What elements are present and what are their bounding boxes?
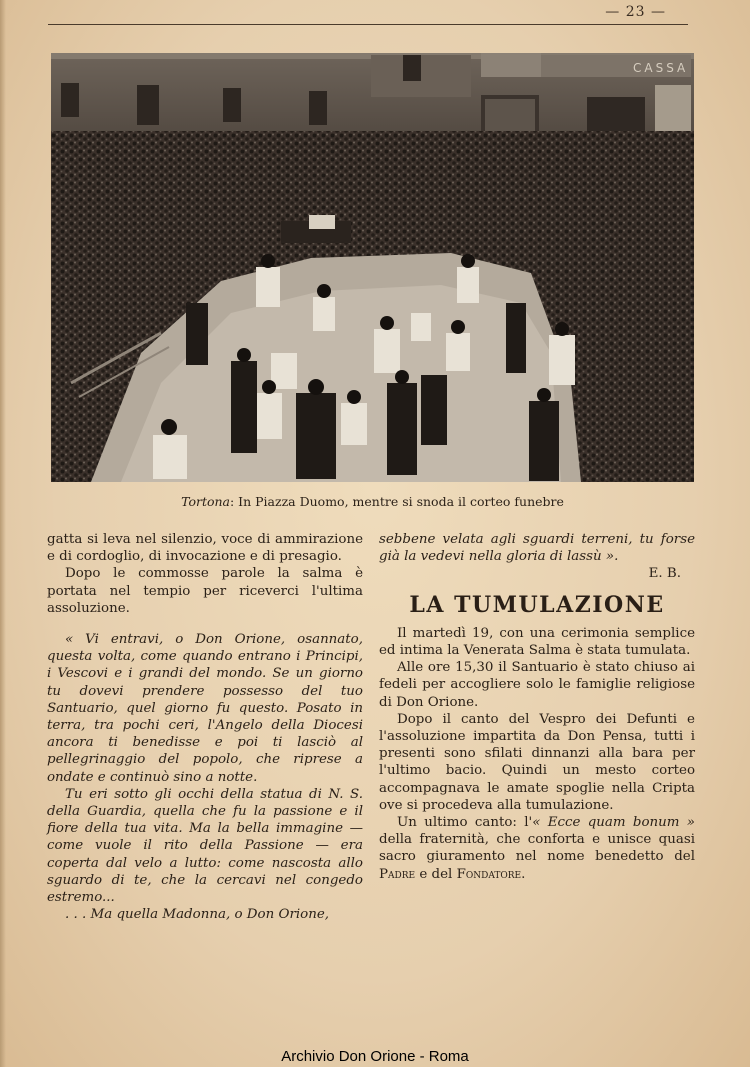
p5-part-b: della fraternità, che conforta e unisce quasi sacro giuramento nel nome benedetto del bbox=[379, 832, 695, 865]
p5-end: . bbox=[521, 866, 526, 882]
archive-footer: Archivio Don Orione - Roma bbox=[281, 1048, 469, 1065]
section-title: LA TUMULAZIONE bbox=[409, 591, 665, 618]
left-paragraph-4: Tu eri sotto gli occhi della statua di N. S. della Guardia, quella che fu la passione e il fiore della tua vita. Ma la bella immagine — come vuole il rito della Passione — era coperta dal velo a lutto: come nascosta allo sguardo di te, che la cercavi nel congedo estremo... bbox=[47, 786, 363, 906]
left-column bbox=[47, 531, 363, 923]
procession-photo bbox=[51, 53, 694, 482]
paragraph-gap bbox=[47, 617, 363, 631]
left-paragraph-2: Dopo le commosse parole la salma è portata nel tempio per riceverci l'ultima assoluzione. bbox=[47, 566, 363, 616]
binding-shadow bbox=[0, 0, 6, 1067]
right-paragraph-3: Alle ore 15,30 il Santuario è stato chiuso ai fedeli per accogliere solo le famiglie religiose di Don Orione. bbox=[379, 660, 695, 710]
photo-caption bbox=[51, 494, 694, 509]
left-paragraph-3: « Vi entravi, o Don Orione, osannato, questa volta, come quando entrano i Principi, i Vescovi e i grandi del mondo. Se un giorno tu dovevi prendere possesso del tuo Santuario, quel giorno fu questo. Posato in terra, tra pochi ceri, l'Angelo della Diocesi ancora ti benedisse e poi ti lasciò al pellegrinaggio del popolo, che riprese a ondate e continuò sino a notte. bbox=[47, 632, 363, 785]
p5-part-a: Un ultimo canto: l' bbox=[397, 815, 533, 831]
left-paragraph-5: . . . Ma quella Madonna, o Don Orione, bbox=[65, 907, 330, 923]
right-column bbox=[379, 531, 695, 883]
page-number: — 23 — bbox=[605, 4, 666, 20]
right-paragraph-5 bbox=[379, 814, 695, 883]
facade-sign: CASSA bbox=[633, 61, 689, 75]
caption-text: : In Piazza Duomo, mentre si snoda il corteo funebre bbox=[230, 494, 564, 509]
signature-line bbox=[379, 565, 695, 582]
signature: E. B. bbox=[648, 566, 681, 582]
caption-place: Tortona bbox=[181, 494, 230, 509]
p5-padre: Padre bbox=[379, 866, 416, 882]
p5-latin-quote: « Ecce quam bonum » bbox=[532, 815, 695, 831]
left-paragraph-1: gatta si leva nel silenzio, voce di ammirazione e di cordoglio, di invocazione e di presagio. bbox=[47, 532, 363, 565]
right-paragraph-1: sebbene velata agli sguardi terreni, tu forse già la vedevi nella gloria di lassù ». bbox=[379, 532, 695, 565]
right-paragraph-2: Il martedì 19, con una cerimonia semplice ed intima la Venerata Salma è stata tumulata. bbox=[379, 625, 695, 659]
header-rule bbox=[48, 24, 688, 25]
procession-photo-drawing bbox=[51, 53, 694, 482]
p5-fondatore: Fondatore bbox=[456, 866, 522, 882]
p5-part-c: e del bbox=[415, 866, 457, 882]
right-paragraph-4: Dopo il canto del Vespro dei Defunti e l'assoluzione impartita da Don Pensa, tutti i presenti sono sfilati dinnanzi alla bara per l'ultimo bacio. Quindi un mesto corteo accompagnava le amate spoglie nella Cripta ove si procedeva alla tumulazione. bbox=[379, 711, 695, 813]
